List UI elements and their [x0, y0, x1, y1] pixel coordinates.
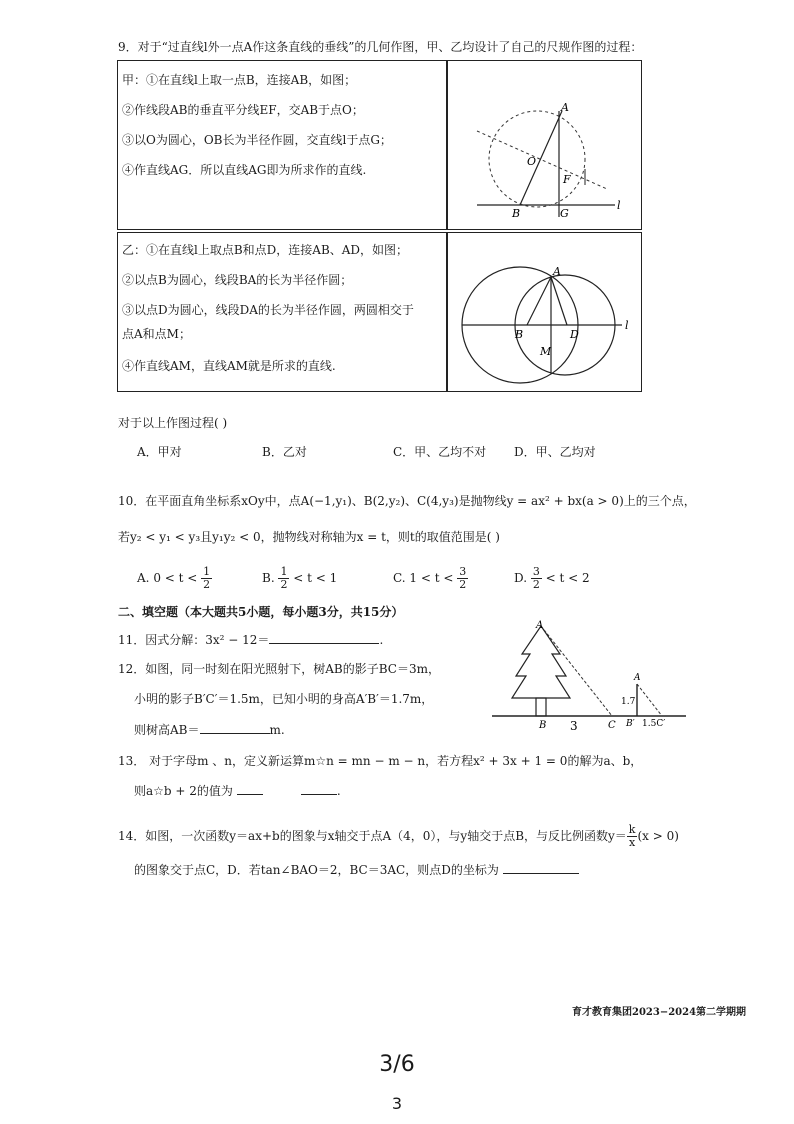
q10-option-d: D. $\frac{3}{2}$ < t < 2: [514, 565, 590, 591]
q9-yi-text-box: [117, 232, 448, 392]
q9-jia-step-2: ②作线段AB的垂直平分线EF，交AB于点O；: [122, 103, 364, 117]
q10-option-c: C. 1 < t < $\frac{3}{2}$: [393, 565, 467, 591]
q9-jia-figure: [447, 61, 643, 231]
label-a: A: [553, 265, 561, 278]
label-l: l: [625, 319, 629, 332]
label-g: G: [560, 207, 569, 220]
circle-o: [489, 111, 585, 207]
label-b: B: [539, 720, 547, 731]
label-d: D: [570, 328, 579, 341]
label-a-prime: A: [634, 673, 641, 683]
q14-line-1: 14．如图，一次函数y＝ax+b的图象与x轴交于点A（4，0），与y轴交于点B，与反比例函数y＝ $\frac{k}{x}$ (x > 0): [118, 823, 679, 849]
q11: 11．因式分解：3x² − 12＝ .: [118, 633, 384, 647]
q9-yi-step-3: ③以点D为圆心，线段DA的长为半径作圆，两圆相交于: [122, 303, 414, 317]
label-l: l: [617, 199, 621, 212]
q9-yi-step-3b: 点A和点M；: [122, 327, 191, 341]
q13-line-2: 则a☆b + 2的值为 .: [134, 784, 341, 798]
q9-option-a: A．甲对: [137, 445, 182, 459]
label-a: A: [561, 101, 569, 114]
page-number: 3: [391, 1094, 403, 1113]
label-o: O: [527, 155, 537, 168]
q9-stem: 9．对于“过直线l外一点A作这条直线的垂线”的几何作图，甲、乙均设计了自己的尺规作图的过程：: [118, 40, 643, 54]
q9-question: 对于以上作图过程( ): [118, 416, 228, 430]
q12-answer-blank[interactable]: [200, 721, 270, 734]
q9-yi-figure-box: [446, 232, 642, 392]
sun-ray-tree: [541, 626, 612, 716]
label-c-prime: 1.5C′: [642, 719, 666, 729]
label-height: 1.7: [621, 697, 636, 707]
q13-line-1: 13． 对于字母m 、n，定义新运算m☆n = mn − m − n，若方程x² + 3x + 1 = 0的解为a、b，: [118, 754, 643, 768]
q9-yi-step-1: 乙：①在直线l上取点B和点D，连接AB、AD，如图；: [122, 243, 409, 257]
q9-option-b: B．乙对: [262, 445, 307, 459]
label-a: A: [536, 620, 544, 631]
label-c: C: [608, 720, 616, 731]
q9-yi-step-4: ④作直线AM，直线AM就是所求的直线.: [122, 359, 336, 373]
q9-jia-step-3: ③以O为圆心，OB长为半径作圆，交直线l于点G；: [122, 133, 392, 147]
sun-ray-person: [637, 684, 662, 716]
q9-jia-step-1: 甲：①在直线l上取一点B，连接AB，如图；: [122, 73, 357, 87]
q14-line-2: 的图象交于点C，D．若tan∠BAO＝2，BC＝3AC，则点D的坐标为: [134, 861, 579, 879]
q9-jia-text-box: [117, 60, 448, 230]
q13-answer-blank-1[interactable]: [237, 782, 263, 795]
footer-school: 育才教育集团2023−2024第二学期期: [572, 1007, 747, 1018]
tree-trunk: [536, 698, 546, 716]
q12-figure: [490, 614, 690, 734]
section-2-header: 二、填空题（本大题共5小题，每小题3分，共15分）: [118, 605, 404, 619]
q10-option-a: A. 0 < t < $\frac{1}{2}$: [137, 565, 211, 591]
q9-option-c: C．甲、乙均不对: [393, 445, 487, 459]
segment-ab: [527, 277, 551, 325]
label-f: F: [563, 173, 571, 186]
q10-option-b: B. $\frac{1}{2}$ < t < 1: [262, 565, 338, 591]
q9-jia-figure-box: [446, 60, 642, 230]
perpendicular-bisector-ef: [477, 131, 607, 189]
q13-answer-blank-2[interactable]: [301, 782, 337, 795]
q11-answer-blank[interactable]: [269, 631, 379, 644]
label-b: B: [515, 328, 524, 341]
label-b: B: [512, 207, 521, 220]
label-b-prime: B′: [626, 719, 635, 729]
q9-option-d: D．甲、乙均对: [514, 445, 596, 459]
q12-line-1: 12．如图，同一时刻在阳光照射下，树AB的影子BC＝3m，: [118, 662, 440, 676]
q9-yi-step-2: ②以点B为圆心，线段BA的长为半径作圆；: [122, 273, 353, 287]
q12-line-2: 小明的影子B′C′＝1.5m，已知小明的身高A′B′＝1.7m，: [134, 692, 434, 706]
q10-line-1: 10．在平面直角坐标系xOy中，点A(−1,y₁)、B(2,y₂)、C(4,y₃)是抛物线y = ax² + bx(a > 0)上的三个点，: [118, 494, 696, 508]
q9-yi-figure: [447, 233, 643, 393]
q14-answer-blank[interactable]: [503, 861, 579, 874]
segment-ad: [551, 277, 567, 325]
tree-icon: [512, 626, 570, 698]
q9-jia-step-4: ④作直线AG．所以直线AG即为所求作的直线.: [122, 163, 367, 177]
q10-line-2: 若y₂ < y₁ < y₃且y₁y₂ < 0，抛物线对称轴为x = t，则t的取值范围是( ): [118, 530, 500, 544]
label-shadow-length: 3: [570, 719, 578, 733]
label-m: M: [540, 345, 552, 358]
page-fraction: 3/6: [379, 1052, 415, 1077]
q12-line-3: 则树高AB＝ m.: [134, 723, 285, 737]
